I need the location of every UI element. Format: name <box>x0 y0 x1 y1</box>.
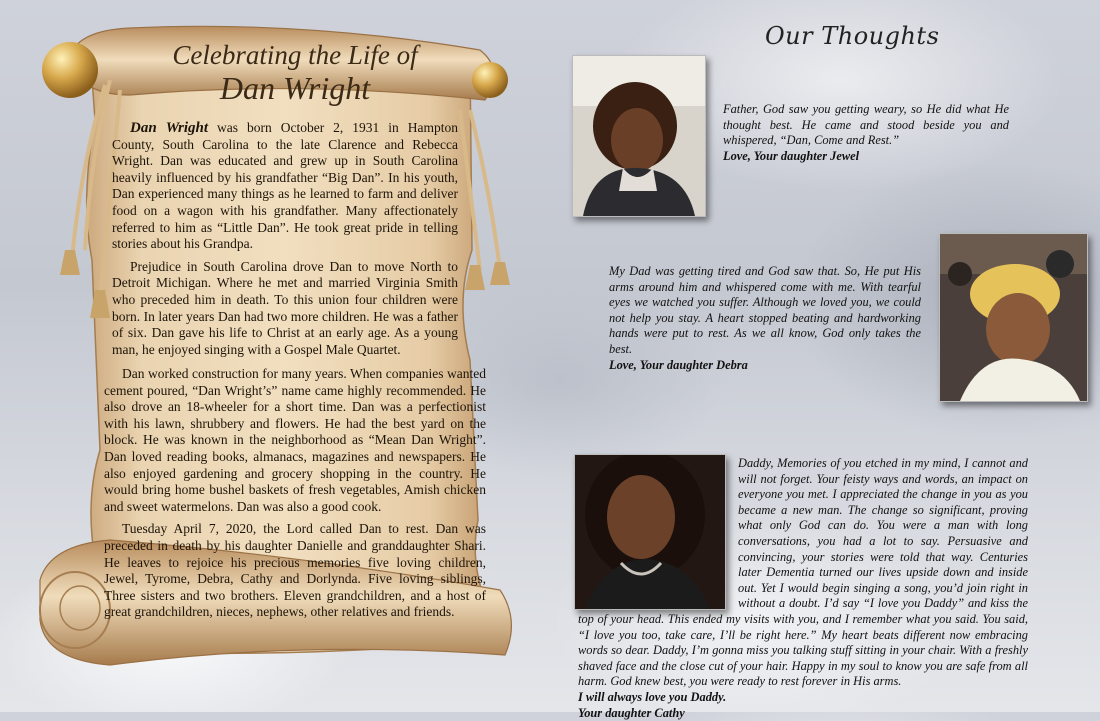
thought-jewel-text: Father, God saw you getting weary, so He did what He thought best. He came and stood beside you and whispered, “Dan, Come and Rest.” <box>723 102 1009 147</box>
thought-jewel <box>723 102 1009 164</box>
thought-debra-signature: Love, Your daughter Debra <box>609 358 921 374</box>
title-line-2: Dan Wright <box>150 70 440 106</box>
scroll-title <box>150 40 440 106</box>
photo-jewel <box>572 55 706 217</box>
bio-paragraph-1-text: was born October 2, 1931 in Hampton County, South Carolina to the late Clarence and Rebecca Wright. Dan was educated and grew up in South Carolina heavily influenced by his grandfather “Big Dan”. In his youth, Dan experienced many things as he learned to farm and deliver food on a wagon with his grandfather. Many affectionately referred to him as “Little Dan”. He took great pride in telling stories about his Grandpa. <box>112 120 458 251</box>
thought-cathy <box>578 456 1028 721</box>
bio-paragraph-3: Dan worked construction for many years. When companies wanted cement poured, “Dan Wright’s” name came highly recommended. He also drove an 18-wheeler for a short time. Dan was a perfectionist with his lawn, shrubbery and flowers. He had the best yard on the block. He was known in the neighborhood as “Mean Dan Wright”. Dan loved reading books, almanacs, magazines and newspapers. He also enjoyed gardening and grocery shopping in the country. He would bring home bushel baskets of fresh vegetables, Amish chicken and sweet watermelons. Dan was also a good cook. <box>104 366 486 515</box>
photo-jewel-image <box>573 56 705 216</box>
gold-finial-left <box>42 42 98 98</box>
bio-block-1 <box>112 120 458 364</box>
bio-paragraph-1 <box>112 120 458 253</box>
photo-debra-image <box>940 234 1087 401</box>
title-line-1: Celebrating the Life of <box>150 40 440 70</box>
thought-debra-text: My Dad was getting tired and God saw that. So, He put His arms around him and whispered come with me. With tearful eyes we watched you suffer. Although we loved you, we could not help you stay. A heart stopped beating and hardworking hands were put to rest. As we all know, God only takes the best. <box>609 264 921 356</box>
our-thoughts-heading: Our Thoughts <box>765 22 939 50</box>
thought-debra <box>609 264 921 373</box>
photo-debra <box>939 233 1088 402</box>
bio-paragraph-2: Prejudice in South Carolina drove Dan to move North to Detroit Michigan. Where he met and married Virginia Smith who preceded him in death. To this union four children were born. In later years Dan had two more children. He was a father of six. Dan gave his life to Christ at an early age. As a young man, he enjoyed singing with a Gospel Male Quartet. <box>112 259 458 359</box>
thought-jewel-signature: Love, Your daughter Jewel <box>723 149 1009 165</box>
gold-finial-right <box>472 62 508 98</box>
bio-paragraph-4: Tuesday April 7, 2020, the Lord called Dan to rest. Dan was preceded in death by his daughter Danielle and granddaughter Shari. He leaves to rejoice his precious memories five loving children, Jewel, Tyrome, Debra, Cathy and Dorlynda. Five loving siblings, Three sisters and two brothers. Eleven grandchildren, and a host of great grandchildren, nieces, nephews, other relatives and friends. <box>104 521 486 621</box>
thought-cathy-signature-1: I will always love you Daddy. <box>578 690 1028 706</box>
bio-block-2 <box>104 366 486 627</box>
thought-cathy-text: Daddy, Memories of you etched in my mind, I cannot and will not forget. Your feisty ways and words, an impact on everyone you met. I appreciated the change in you as you became a new man. The change so significant, proving what only God can do. You were a man with long conversations, you had a lot to say. Persuasive and convincing, your stories were told that way. Centuries later Dementia turned our lives upside down and inside out. Yet I would begin singing a song, you’d join right in without a doubt. I’d say “I love you Daddy” and kiss the top of your head. This ended my visits with you, and I remember what you said. You said, “I love you too, take care, I’ll be right here.” My heart beats different now embracing words so dear. Daddy, I’m gonna miss you talking stuff sitting in your chair. With a freshly shaved face and the close cut of your hair. Happy in my soul to know you are safe from all harm. God knew best, you were ready to rest forever in His arms. <box>578 456 1028 688</box>
thought-cathy-signature-2: Your daughter Cathy <box>578 706 1028 721</box>
bio-name: Dan Wright <box>130 120 208 136</box>
photo-wrap-spacer <box>578 456 738 606</box>
